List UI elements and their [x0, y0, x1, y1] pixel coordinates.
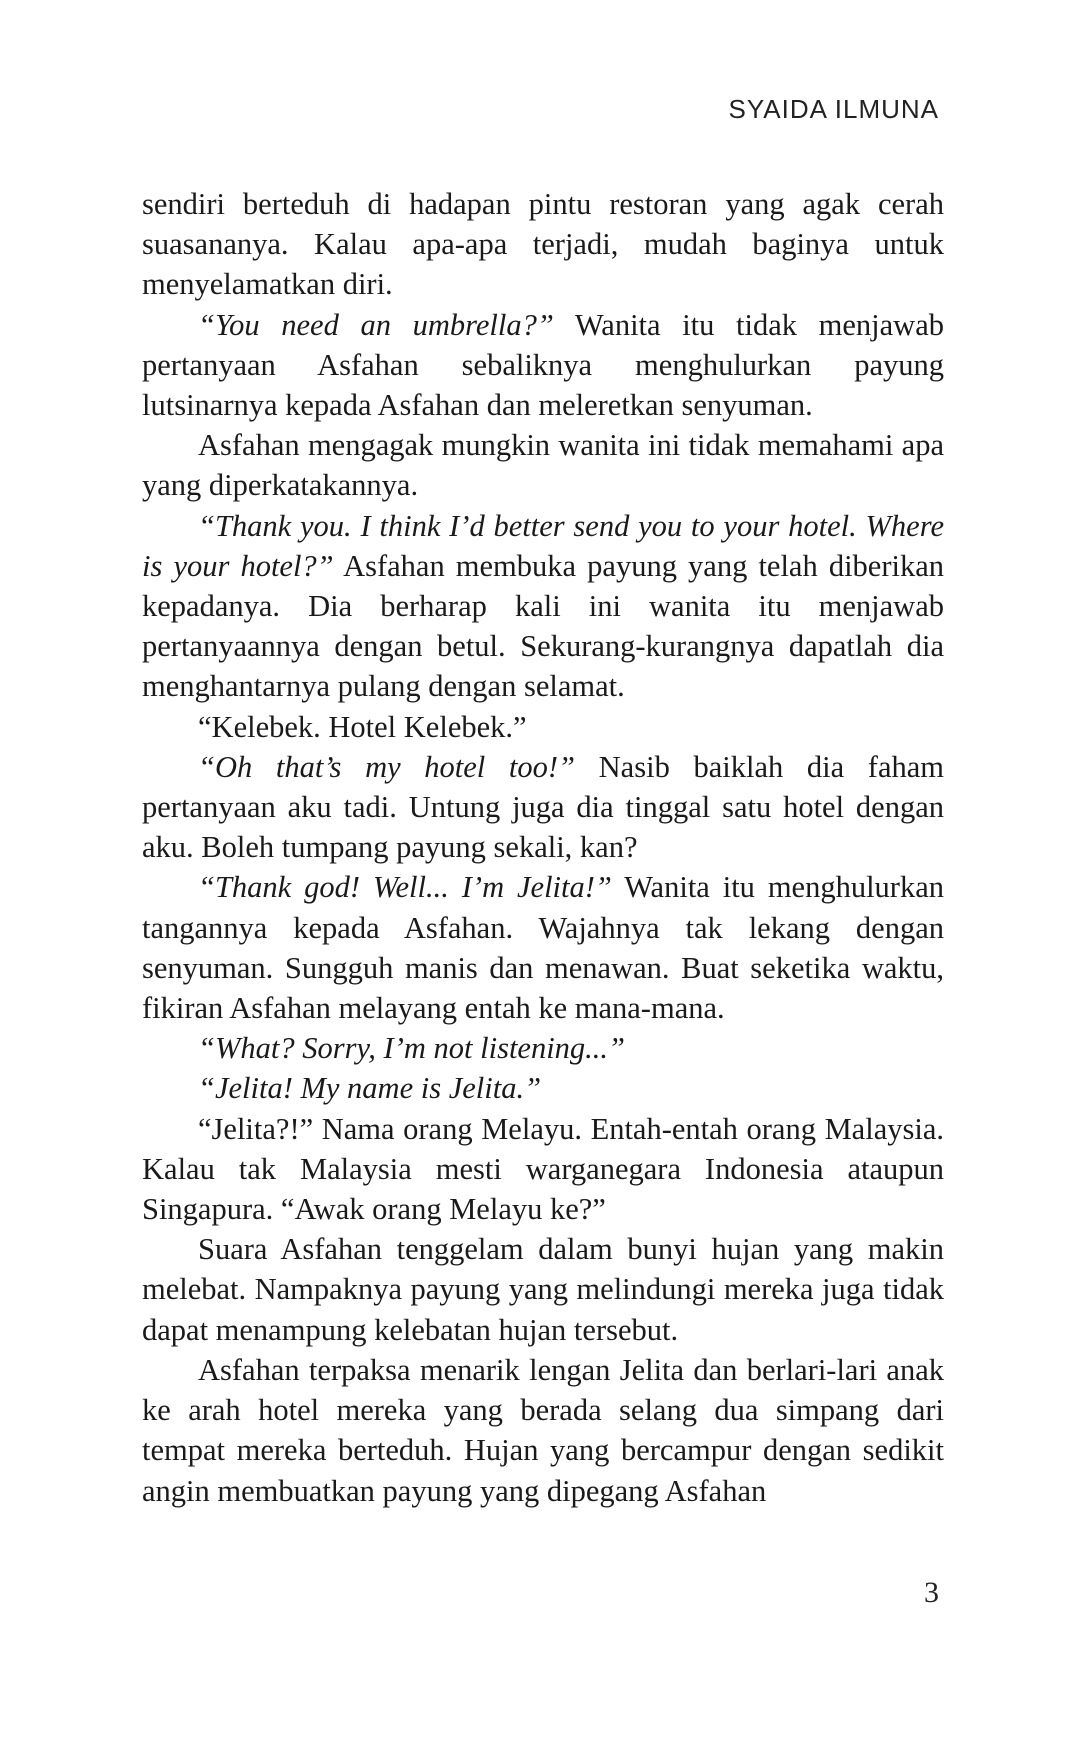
paragraph: Asfahan terpaksa menarik lengan Jelita dan berlari-lari anak ke arah hotel mereka yang berada selang dua simpang dari tempat mereka berteduh. Hujan yang bercampur dengan sedikit angin membuatkan payung yang dipegang Asfahan	[142, 1352, 944, 1508]
paragraph: “Thank god! Well... I’m Jelita!” Wanita itu menghulurkan tangannya kepada Asfahan. Wajahnya tak lekang dengan senyuman. Sungguh manis dan menawan. Buat seketika waktu, fikiran Asfahan melayang entah ke mana-mana.	[142, 870, 944, 1026]
body-text	[142, 184, 944, 1511]
paragraph: Suara Asfahan tenggelam dalam bunyi hujan yang makin melebat. Nampaknya payung yang melindungi mereka juga tidak dapat menampung kelebatan hujan tersebut.	[142, 1232, 944, 1347]
page-number: 3	[924, 1576, 939, 1609]
paragraph: “Thank you. I think I’d better send you to your hotel. Where is your hotel?” Asfahan membuka payung yang telah diberikan kepadanya. Dia berharap kali ini wanita itu menjawab pertanyaannya dengan betul. Sekurang-kurangnya dapatlah dia menghantarnya pulang dengan selamat.	[142, 508, 944, 704]
paragraph: “What? Sorry, I’m not listening...”	[198, 1031, 626, 1066]
paragraph: “Kelebek. Hotel Kelebek.”	[198, 709, 527, 744]
paragraph: “Jelita?!” Nama orang Melayu. Entah-entah orang Malaysia. Kalau tak Malaysia mesti warganegara Indonesia ataupun Singapura. “Awak orang Melayu ke?”	[142, 1111, 944, 1227]
paragraph: Asfahan mengagak mungkin wanita ini tidak memahami apa yang diperkatakannya.	[142, 428, 944, 503]
paragraph: “Oh that’s my hotel too!” Nasib baiklah dia faham pertanyaan aku tadi. Untung juga dia tinggal satu hotel dengan aku. Boleh tumpang payung sekali, kan?	[142, 749, 944, 865]
paragraph: “Jelita! My name is Jelita.”	[198, 1071, 542, 1106]
paragraph: sendiri berteduh di hadapan pintu restoran yang agak cerah suasananya. Kalau apa-apa terjadi, mudah baginya untuk menyelamatkan diri.	[142, 187, 944, 302]
running-header-author: SYAIDA ILMUNA	[728, 94, 939, 124]
paragraph: “You need an umbrella?” Wanita itu tidak menjawab pertanyaan Asfahan sebaliknya menghulurkan payung lutsinarnya kepada Asfahan dan meleretkan senyuman.	[142, 307, 944, 423]
